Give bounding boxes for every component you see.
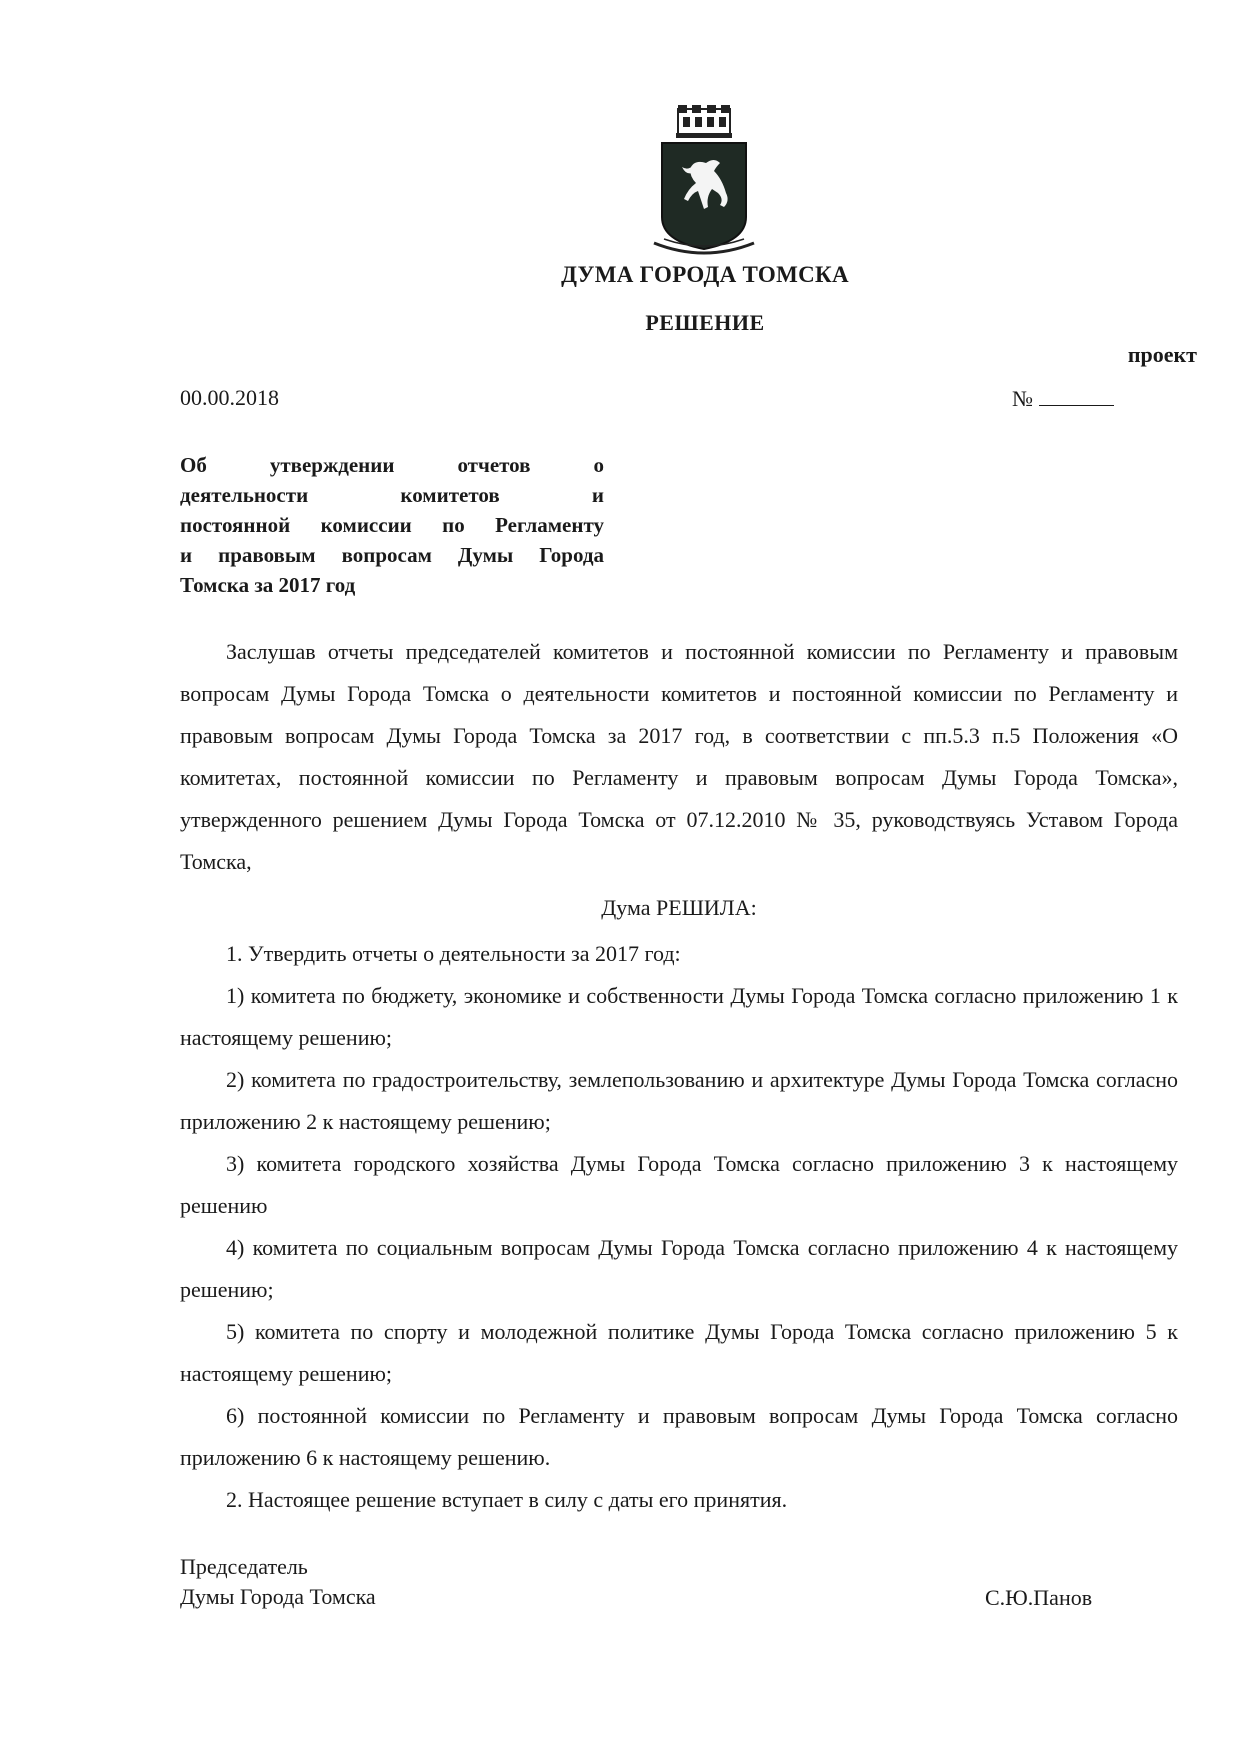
item-2: 2. Настоящее решение вступает в силу с даты его принятия. — [226, 1487, 788, 1512]
document-subject — [180, 450, 604, 600]
number-blank-line — [1039, 387, 1114, 406]
subitem-3: 3) комитета городского хозяйства Думы Города Томска согласно приложению 3 к настоящему решению — [180, 1151, 1178, 1218]
item-1: 1. Утвердить отчеты о деятельности за 2017 год: — [226, 941, 681, 966]
document-body — [180, 631, 1178, 1521]
signatory-title — [180, 1552, 376, 1612]
signatory-title-line: Председатель — [180, 1554, 308, 1579]
subitem-5: 5) комитета по спорту и молодежной политике Думы Города Томска согласно приложению 5 к настоящему решению; — [180, 1319, 1178, 1386]
organization-title: ДУМА ГОРОДА ТОМСКА — [561, 262, 849, 287]
subject-line: и правовым вопросам Думы Города — [180, 543, 604, 567]
subject-line: Об утверждении отчетов о — [180, 453, 604, 477]
subitem-1: 1) комитета по бюджету, экономике и собственности Думы Города Томска согласно приложению 1 к настоящему решению; — [180, 983, 1178, 1050]
subject-line: Томска за 2017 год — [180, 573, 356, 597]
document-type-title: РЕШЕНИЕ — [645, 310, 765, 335]
signatory-title-line: Думы Города Томска — [180, 1584, 376, 1609]
subitem-6: 6) постоянной комиссии по Регламенту и правовым вопросам Думы Города Томска согласно приложению 6 к настоящему решению. — [180, 1403, 1178, 1470]
subject-line: деятельности комитетов и — [180, 483, 604, 507]
signatory-name: С.Ю.Панов — [985, 1585, 1093, 1610]
resolution-heading: Дума РЕШИЛА: — [601, 895, 757, 920]
preamble-paragraph: Заслушав отчеты председателей комитетов и постоянной комиссии по Регламенту и правовым вопросам Думы Города Томска о деятельности комитетов и постоянной комиссии по Регламенту и правовым вопросам Думы Города Томска за 2017 год, в соответствии с пп.5.3 п.5 Положения «О комитетах, постоянной комиссии по Регламенту и правовым вопросам Думы Города Томска», утвержденного решением Думы Города Томска от 07.12.2010 № 35, руководствуясь Уставом Города Томска, — [180, 639, 1178, 874]
subject-line: постоянной комиссии по Регламенту — [180, 513, 604, 537]
subitem-2: 2) комитета по градостроительству, землепользованию и архитектуре Думы Города Томска согласно приложению 2 к настоящему решению; — [180, 1067, 1178, 1134]
document-number — [1012, 386, 1114, 412]
draft-label: проект — [1127, 342, 1197, 367]
document-date: 00.00.2018 — [180, 385, 279, 410]
subitem-4: 4) комитета по социальным вопросам Думы Города Томска согласно приложению 4 к настоящему решению; — [180, 1235, 1178, 1302]
tomsk-coat-of-arms-icon — [650, 105, 758, 257]
number-label: № — [1012, 386, 1033, 411]
